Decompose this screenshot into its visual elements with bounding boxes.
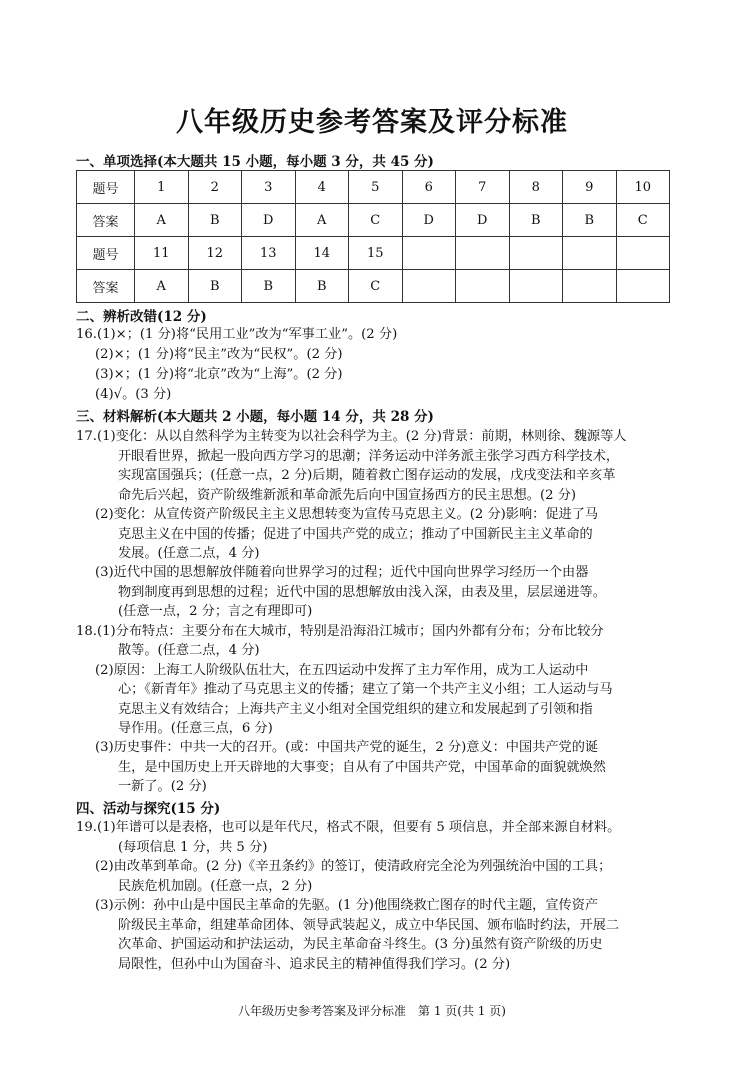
answer-cell: B <box>188 270 242 303</box>
q18-line-2: 散等。(任意二点，4 分) <box>118 643 260 658</box>
answer-cell: C <box>616 204 670 237</box>
q18-line-9: 一新了。(2 分) <box>118 779 207 794</box>
question-number-row <box>77 237 670 270</box>
page-footer: 八年级历史参考答案及评分标准 第 1 页(共 1 页) <box>238 1004 506 1018</box>
question-number-cell: 8 <box>509 171 563 204</box>
q18-line-6: 导作用。(任意三点，6 分) <box>118 721 273 736</box>
answer-cell <box>616 270 670 303</box>
answer-cell: A <box>135 204 189 237</box>
q17-line-10: (任意一点，2 分；言之有理即可) <box>118 604 313 619</box>
q16-line-3: (3)×；(1 分)将“北京”改为“上海”。(2 分) <box>95 367 343 382</box>
q18-line-1: 18.(1)分布特点：主要分布在大城市，特别是沿海沿江城市；国内外都有分布；分布比较分 <box>76 624 604 639</box>
q18-line-5: 克思主义有效结合；上海共产主义小组对全国党组织的建立和发展起到了引领和指 <box>118 702 593 717</box>
answer-row-label: 答案 <box>77 204 135 237</box>
question-number-cell <box>509 237 563 270</box>
q19-line-3: (2)由改革到革命。(2 分)《辛丑条约》的签订，使清政府完全沦为列强统治中国的工具； <box>95 859 612 874</box>
answer-cell: C <box>349 270 403 303</box>
answer-cell: D <box>456 204 510 237</box>
question-number-cell: 9 <box>563 171 617 204</box>
answer-cell <box>509 270 563 303</box>
question-number-cell: 3 <box>242 171 296 204</box>
question-number-cell <box>456 237 510 270</box>
answer-cell: D <box>242 204 296 237</box>
q18-line-7: (3)历史事件：中共一大的召开。(或：中国共产党的诞生，2 分)意义：中国共产党的诞 <box>95 740 599 755</box>
answer-cell: B <box>188 204 242 237</box>
question-number-cell: 7 <box>456 171 510 204</box>
q17-line-5: (2)变化：从宣传资产阶级民主主义思想转变为宣传马克思主义。(2 分)影响：促进了马 <box>95 507 599 522</box>
question-number-cell: 6 <box>402 171 456 204</box>
q19-line-6: 阶级民主革命，组建革命团体、领导武装起义，成立中华民国、颁布临时约法，开展二 <box>118 918 620 933</box>
answer-cell: B <box>242 270 296 303</box>
question-number-cell: 15 <box>349 237 403 270</box>
q17-line-7: 发展。(任意二点，4 分) <box>118 546 260 561</box>
q18-line-4: 心；《新青年》推动了马克思主义的传播；建立了第一个共产主义小组；工人运动与马 <box>118 682 613 697</box>
question-number-cell: 13 <box>242 237 296 270</box>
q17-line-8: (3)近代中国的思想解放伴随着向世界学习的过程；近代中国向世界学习经历一个由器 <box>95 565 589 580</box>
q17-line-6: 克思主义在中国的传播；促进了中国共产党的成立；推动了中国新民主主义革命的 <box>118 527 593 542</box>
question-number-cell: 10 <box>616 171 670 204</box>
question-number-cell: 5 <box>349 171 403 204</box>
section1-heading: 一、单项选择(本大题共 15 小题，每小题 3 分，共 45 分) <box>76 154 434 170</box>
question-number-row-label: 题号 <box>77 171 135 204</box>
q16-line-4: (4)√。(3 分) <box>95 387 172 402</box>
question-number-cell: 1 <box>135 171 189 204</box>
q17-line-3: 实现富国强兵；(任意一点，2 分)后期，随着救亡图存运动的发展，戊戌变法和辛亥革 <box>118 468 616 483</box>
answer-row <box>77 270 670 303</box>
question-number-cell: 12 <box>188 237 242 270</box>
q18-line-8: 生，是中国历史上开天辟地的大事变；自从有了中国共产党，中国革命的面貌就焕然 <box>118 760 606 775</box>
answer-cell: B <box>509 204 563 237</box>
question-number-cell: 14 <box>295 237 349 270</box>
question-number-row-label: 题号 <box>77 237 135 270</box>
answer-row <box>77 204 670 237</box>
q18-line-3: (2)原因：上海工人阶级队伍壮大，在五四运动中发挥了主力军作用，成为工人运动中 <box>95 663 589 678</box>
q17-line-2: 开眼看世界，掀起一股向西方学习的思潮；洋务运动中洋务派主张学习西方科学技术， <box>118 449 620 464</box>
question-number-cell: 2 <box>188 171 242 204</box>
section3-heading: 三、材料解析(本大题共 2 小题，每小题 14 分，共 28 分) <box>76 409 434 425</box>
page-title: 八年级历史参考答案及评分标准 <box>176 107 568 138</box>
question-number-cell: 11 <box>135 237 189 270</box>
answer-cell: B <box>563 204 617 237</box>
q19-line-7: 次革命、护国运动和护法运动，为民主革命奋斗终生。(3 分)虽然有资产阶级的历史 <box>118 937 603 952</box>
answer-cell <box>563 270 617 303</box>
q19-line-8: 局限性，但孙中山为国奋斗、追求民主的精神值得我们学习。(2 分) <box>118 957 511 972</box>
q17-line-9: 物到制度再到思想的过程；近代中国的思想解放由浅入深，由表及里，层层递进等。 <box>118 585 606 600</box>
answer-cell: B <box>295 270 349 303</box>
q19-line-4: 民族危机加剧。(任意一点，2 分) <box>118 879 313 894</box>
answer-cell: D <box>402 204 456 237</box>
q17-line-1: 17.(1)变化：从以自然科学为主转变为以社会科学为主。(2 分)背景：前期，林则徐、魏源等人 <box>76 429 627 444</box>
answer-cell <box>456 270 510 303</box>
question-number-cell <box>402 237 456 270</box>
q16-line-2: (2)×；(1 分)将“民主”改为“民权”。(2 分) <box>95 347 343 362</box>
q19-line-2: (每项信息 1 分，共 5 分) <box>118 840 268 855</box>
section4-heading: 四、活动与探究(15 分) <box>76 801 221 817</box>
q19-line-1: 19.(1)年谱可以是表格，也可以是年代尺，格式不限，但要有 5 项信息，并全部来源自材料。 <box>76 820 621 835</box>
answer-cell: C <box>349 204 403 237</box>
question-number-row <box>77 171 670 204</box>
answer-row-label: 答案 <box>77 270 135 303</box>
answer-table <box>76 170 670 303</box>
answer-cell <box>402 270 456 303</box>
question-number-cell <box>616 237 670 270</box>
q19-line-5: (3)示例：孙中山是中国民主革命的先驱。(1 分)他围绕救亡图存的时代主题，宣传资产 <box>95 898 599 913</box>
answer-cell: A <box>135 270 189 303</box>
q17-line-4: 命先后兴起，资产阶级维新派和革命派先后向中国宣扬西方的民主思想。(2 分) <box>118 488 577 503</box>
q16-line-1: 16.(1)×；(1 分)将“民用工业”改为“军事工业”。(2 分) <box>76 327 398 342</box>
question-number-cell: 4 <box>295 171 349 204</box>
answer-cell: A <box>295 204 349 237</box>
section2-heading: 二、辨析改错(12 分) <box>76 309 207 325</box>
question-number-cell <box>563 237 617 270</box>
